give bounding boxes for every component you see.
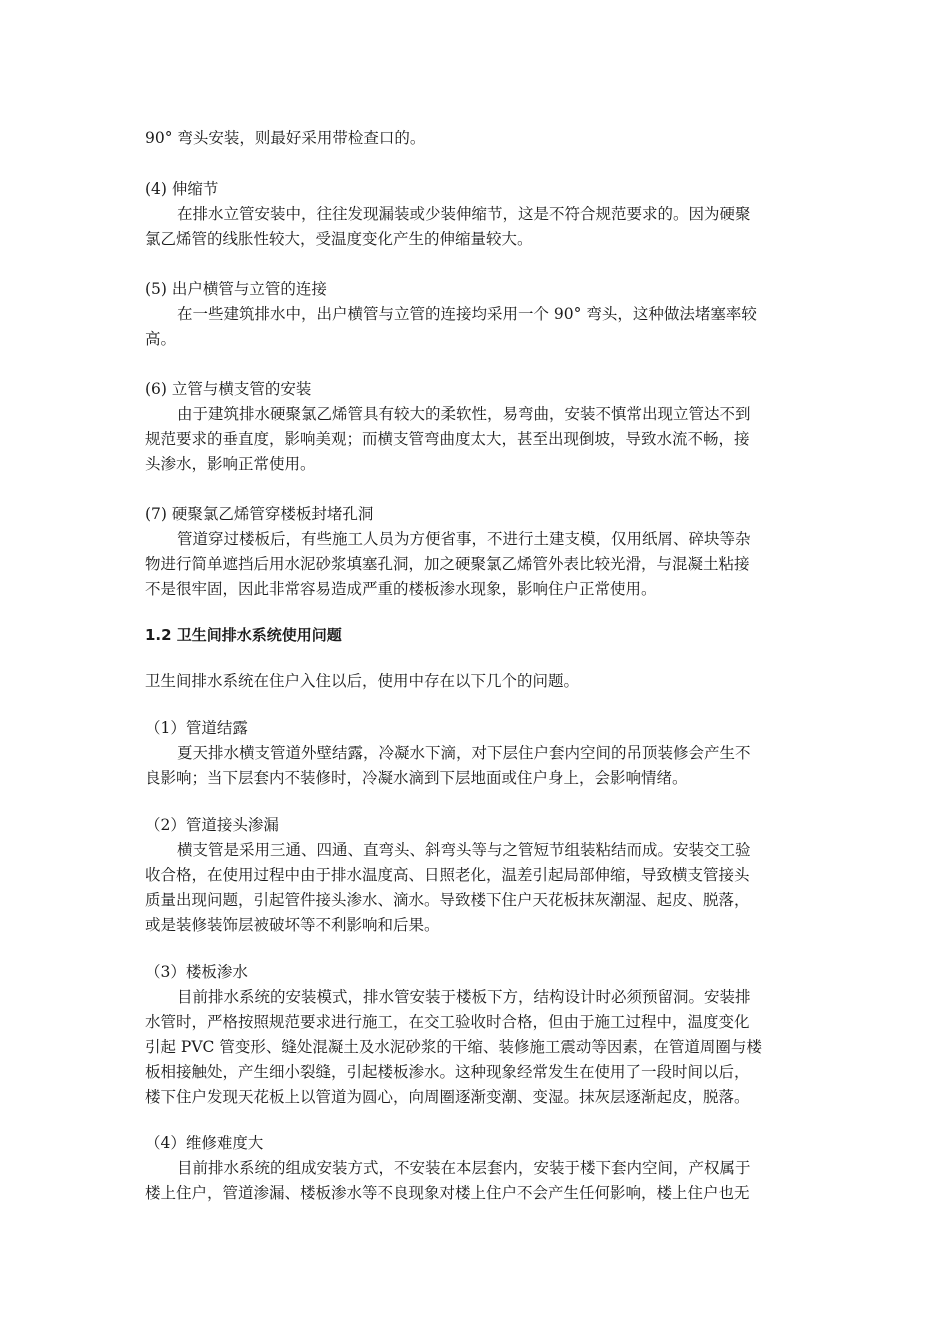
text-line: 由于建筑排水硬聚氯乙烯管具有较大的柔软性，易弯曲，安装不慎常出现立管达不到 bbox=[177, 405, 751, 423]
subheading: （4）维修难度大 bbox=[145, 1134, 264, 1152]
subheading: (7) 硬聚氯乙烯管穿楼板封堵孔洞 bbox=[145, 505, 374, 523]
text-line: 横支管是采用三通、四通、直弯头、斜弯头等与之管短节组装粘结而成。安装交工验 bbox=[177, 841, 751, 859]
text-line: 夏天排水横支管道外壁结露，冷凝水下滴，对下层住户套内空间的吊顶装修会产生不 bbox=[177, 744, 751, 762]
text-line: 头渗水，影响正常使用。 bbox=[145, 455, 316, 473]
text-line: 在排水立管安装中，往往发现漏装或少装伸缩节，这是不符合规范要求的。因为硬聚 bbox=[177, 205, 751, 223]
subheading: （3）楼板渗水 bbox=[145, 963, 248, 981]
text-line: 规范要求的垂直度，影响美观；而横支管弯曲度太大，甚至出现倒坡，导致水流不畅，接 bbox=[145, 430, 750, 448]
text-line: 管道穿过楼板后，有些施工人员为方便省事，不进行土建支模，仅用纸屑、碎块等杂 bbox=[177, 530, 751, 548]
text-line: 在一些建筑排水中，出户横管与立管的连接均采用一个 90° 弯头，这种做法堵塞率较 bbox=[177, 305, 757, 323]
subheading: (5) 出户横管与立管的连接 bbox=[145, 280, 327, 298]
section-heading: 1.2 卫生间排水系统使用问题 bbox=[145, 626, 342, 644]
text-line: 良影响；当下层套内不装修时，冷凝水滴到下层地面或住户身上，会影响情绪。 bbox=[145, 769, 688, 787]
text-line: 楼上住户，管道渗漏、楼板渗水等不良现象对楼上住户不会产生任何影响，楼上住户也无 bbox=[145, 1184, 750, 1202]
text-line: 氯乙烯管的线胀性较大，受温度变化产生的伸缩量较大。 bbox=[145, 230, 533, 248]
text-line: 水管时，严格按照规范要求进行施工，在交工验收时合格，但由于施工过程中，温度变化 bbox=[145, 1013, 750, 1031]
text-line: 90° 弯头安装，则最好采用带检查口的。 bbox=[145, 129, 426, 147]
subheading: （2）管道接头渗漏 bbox=[145, 816, 279, 834]
subheading: (6) 立管与横支管的安装 bbox=[145, 380, 312, 398]
text-line: 板相接触处，产生细小裂缝，引起楼板渗水。这种现象经常发生在使用了一段时间以后， bbox=[145, 1063, 750, 1081]
subheading: (4) 伸缩节 bbox=[145, 180, 219, 198]
text-line: 引起 PVC 管变形、缝处混凝土及水泥砂浆的干缩、装修施工震动等因素，在管道周圈与楼 bbox=[145, 1038, 762, 1056]
text-line: 卫生间排水系统在住户入住以后，使用中存在以下几个的问题。 bbox=[145, 672, 580, 690]
text-line: 物进行简单遮挡后用水泥砂浆填塞孔洞，加之硬聚氯乙烯管外表比较光滑，与混凝土粘接 bbox=[145, 555, 750, 573]
text-line: 目前排水系统的安装模式，排水管安装于楼板下方，结构设计时必须预留洞。安装排 bbox=[177, 988, 751, 1006]
text-line: 楼下住户发现天花板上以管道为圆心，向周圈逐渐变潮、变湿。抹灰层逐渐起皮，脱落。 bbox=[145, 1088, 750, 1106]
text-line: 高。 bbox=[145, 330, 177, 348]
text-line: 或是装修装饰层被破坏等不利影响和后果。 bbox=[145, 916, 440, 934]
text-line: 目前排水系统的组成安装方式，不安装在本层套内，安装于楼下套内空间，产权属于 bbox=[177, 1159, 751, 1177]
subheading: （1）管道结露 bbox=[145, 719, 248, 737]
text-line: 质量出现问题，引起管件接头渗水、滴水。导致楼下住户天花板抹灰潮湿、起皮、脱落， bbox=[145, 891, 750, 909]
text-line: 收合格，在使用过程中由于排水温度高、日照老化，温差引起局部伸缩，导致横支管接头 bbox=[145, 866, 750, 884]
text-line: 不是很牢固，因此非常容易造成严重的楼板渗水现象，影响住户正常使用。 bbox=[145, 580, 657, 598]
